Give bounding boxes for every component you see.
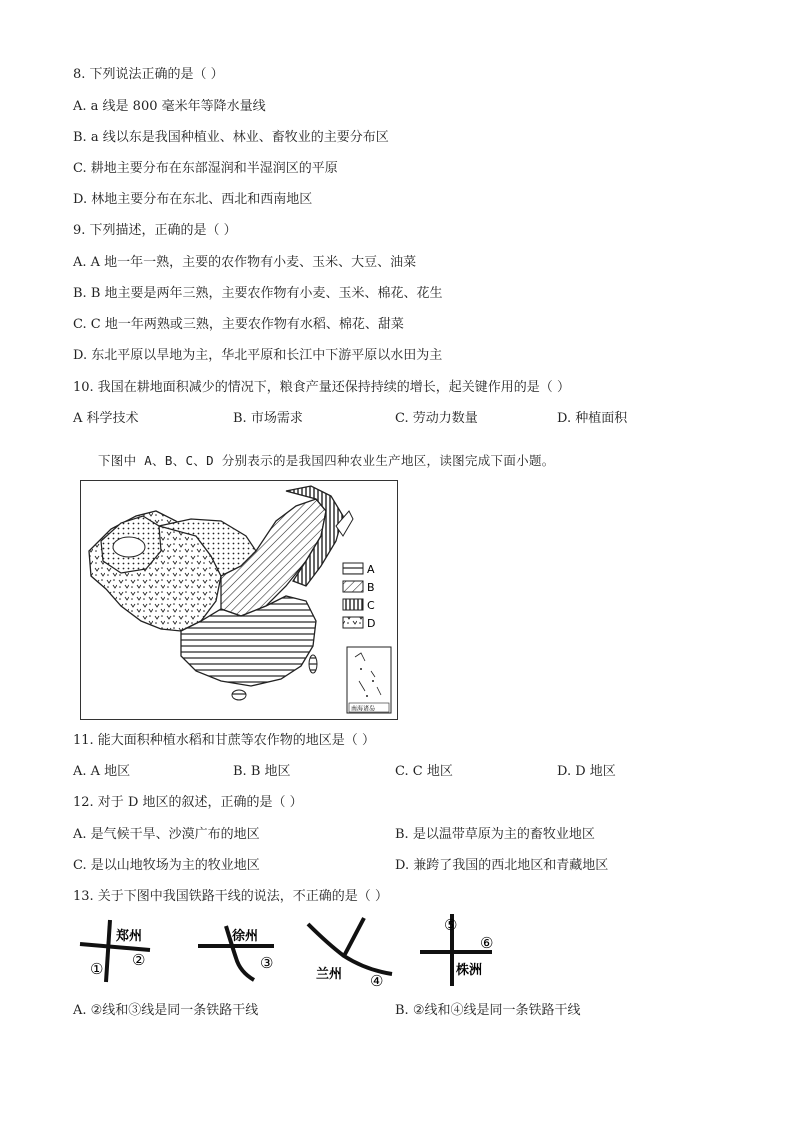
junction-city-zhengzhou: 郑州 <box>116 929 143 944</box>
q11-option-c: C. C 地区 <box>395 764 453 779</box>
q9-stem: 9. 下列描述，正确的是（ ） <box>73 223 237 238</box>
q12-stem: 12. 对于 D 地区的叙述，正确的是（ ） <box>73 795 303 810</box>
railway-junction-lanzhou <box>306 914 406 988</box>
q12-option-c: C. 是以山地牧场为主的牧业地区 <box>73 858 260 873</box>
q9-option-a: A. A 地一年一熟，主要的农作物有小麦、玉米、大豆、油菜 <box>73 255 417 270</box>
junction-city-xuzhou: 徐州 <box>232 929 259 944</box>
china-agriculture-map-figure <box>81 481 397 719</box>
q11-option-a: A. A 地区 <box>73 764 131 779</box>
inset-label: 南海诸岛 <box>351 705 376 713</box>
q9-option-d: D. 东北平原以旱地为主，华北平原和长江中下游平原以水田为主 <box>73 348 443 363</box>
q10-option-d: D. 种植面积 <box>557 411 628 426</box>
q12-option-a: A. 是气候干旱、沙漠广布的地区 <box>73 827 260 842</box>
railway-junction-zhengzhou <box>76 918 156 984</box>
q8-option-d: D. 林地主要分布在东北、西北和西南地区 <box>73 192 313 207</box>
q13-stem: 13. 关于下图中我国铁路干线的说法，不正确的是（ ） <box>73 889 388 904</box>
line-mark-2: ② <box>132 951 146 969</box>
q11-stem: 11. 能大面积种植水稻和甘蔗等农作物的地区是（ ） <box>73 733 375 748</box>
q8-option-a: A. a 线是 800 毫米年等降水量线 <box>73 99 266 114</box>
legend-a-label: A <box>367 563 375 576</box>
q8-stem: 8. 下列说法正确的是（ ） <box>73 67 224 82</box>
q10-option-a: A 科学技术 <box>73 411 139 426</box>
line-mark-6: ⑥ <box>480 934 494 952</box>
q8-option-b: B. a 线以东是我国种植业、林业、畜牧业的主要分布区 <box>73 130 389 145</box>
q9-option-c: C. C 地一年两熟或三熟，主要农作物有水稻、棉花、甜菜 <box>73 317 404 332</box>
line-mark-5: ⑤ <box>444 916 458 934</box>
q9-option-b: B. B 地主要是两年三熟，主要农作物有小麦、玉米、棉花、花生 <box>73 286 443 301</box>
railway-junction-zhuzhou <box>418 912 508 988</box>
q10-option-b: B. 市场需求 <box>233 411 303 426</box>
legend-c-label: C <box>367 599 375 612</box>
map-intro: 下图中 A、B、C、D 分别表示的是我国四种农业生产地区，读图完成下面小题。 <box>98 453 555 468</box>
q8-option-c: C. 耕地主要分布在东部湿润和半湿润区的平原 <box>73 161 338 176</box>
q13-option-a: A. ②线和③线是同一条铁路干线 <box>73 1003 259 1018</box>
line-mark-1: ① <box>90 960 104 978</box>
q13-option-b: B. ②线和④线是同一条铁路干线 <box>395 1003 581 1018</box>
junction-city-zhuzhou: 株洲 <box>456 963 483 978</box>
railway-junction-xuzhou <box>196 918 286 984</box>
line-mark-3: ③ <box>260 954 274 972</box>
south-china-sea-inset <box>347 647 391 713</box>
map-legend <box>343 563 375 630</box>
q10-stem: 10. 我国在耕地面积减少的情况下，粮食产量还保持持续的增长，起关键作用的是（ ） <box>73 380 570 395</box>
q12-option-b: B. 是以温带草原为主的畜牧业地区 <box>395 827 595 842</box>
line-mark-4: ④ <box>370 972 384 988</box>
q10-option-c: C. 劳动力数量 <box>395 411 478 426</box>
q11-option-b: B. B 地区 <box>233 764 291 779</box>
legend-b-label: B <box>367 581 375 594</box>
q11-option-d: D. D 地区 <box>557 764 616 779</box>
q12-option-d: D. 兼跨了我国的西北地区和青藏地区 <box>395 858 609 873</box>
legend-d-label: D <box>367 617 376 630</box>
agriculture-region-map <box>80 480 398 720</box>
junction-city-lanzhou: 兰州 <box>316 967 343 982</box>
